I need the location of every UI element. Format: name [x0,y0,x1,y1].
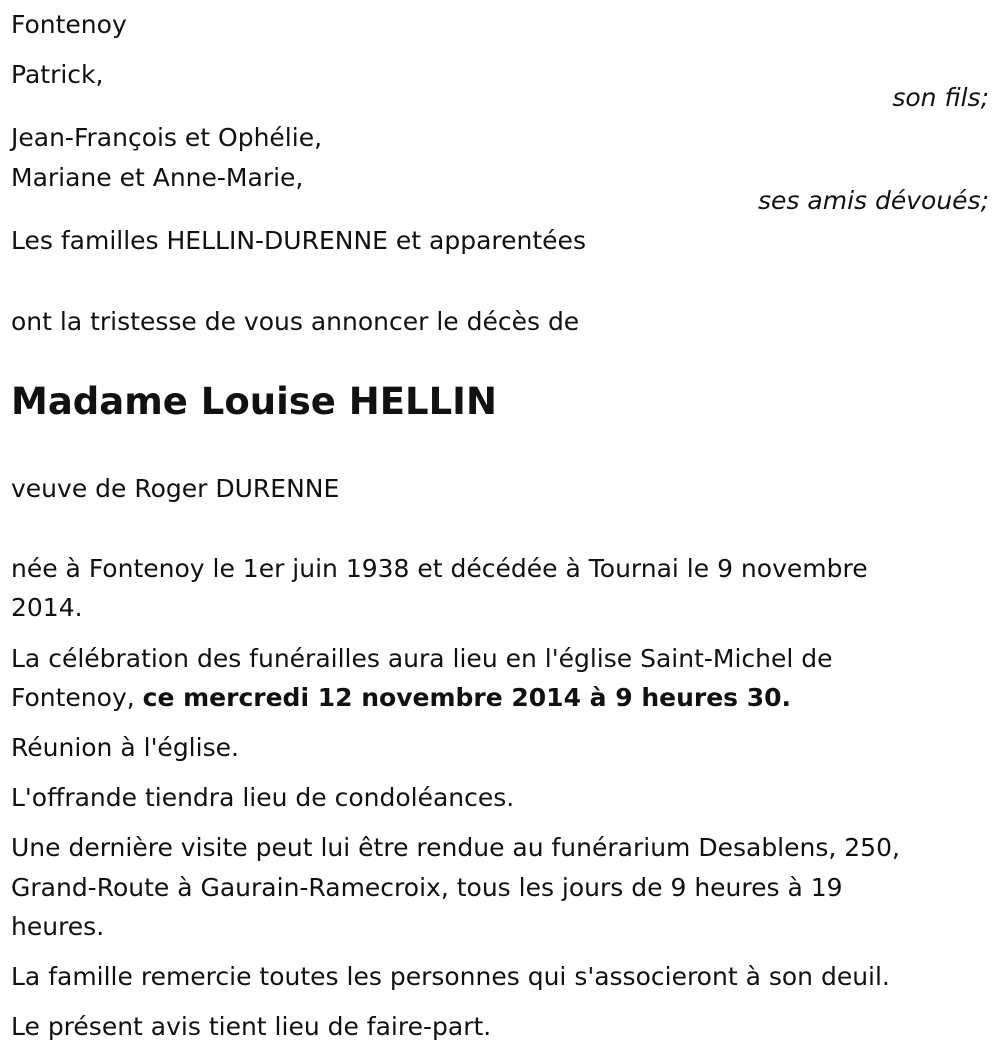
friends-line-2: Mariane et Anne-Marie, [11,163,304,192]
funeral-line-1: La célébration des funérailles aura lieu en l'église Saint-Michel de [11,644,833,673]
funeral-datetime: ce mercredi 12 novembre 2014 à 9 heures 30. [142,683,792,712]
village-name: Fontenoy [11,10,127,39]
reunion-line: Réunion à l'église. [11,733,239,762]
friends-line-1: Jean-François et Ophélie, [11,123,323,152]
visit-line-3: heures. [11,912,105,941]
thanks-line: La famille remercie toutes les personnes qui s'associeront à son deuil. [11,962,890,991]
announcement-intro: ont la tristesse de vous annoncer le décès de [11,307,580,336]
visit-line-2: Grand-Route à Gaurain-Ramecroix, tous les jours de 9 heures à 19 [11,873,843,902]
friends-role: ses amis dévoués; [758,186,989,215]
funeral-line-2 [11,678,791,718]
deceased-name: Madame Louise HELLIN [11,380,497,423]
visit-line-1: Une dernière visite peut lui être rendue au funérarium Desablens, 250, [11,833,900,862]
offering-line: L'offrande tiendra lieu de condoléances. [11,783,515,812]
birth-death-line-2: 2014. [11,593,83,622]
funeral-place-suffix: Fontenoy, [11,683,143,712]
widow-of-line: veuve de Roger DURENNE [11,474,340,503]
families-line: Les familles HELLIN-DURENNE et apparentées [11,226,586,255]
son-role: son fils; [892,83,989,112]
son-name: Patrick, [11,60,104,89]
birth-death-line-1: née à Fontenoy le 1er juin 1938 et décédée à Tournai le 9 novembre [11,554,868,583]
notice-line: Le présent avis tient lieu de faire-part. [11,1012,492,1041]
